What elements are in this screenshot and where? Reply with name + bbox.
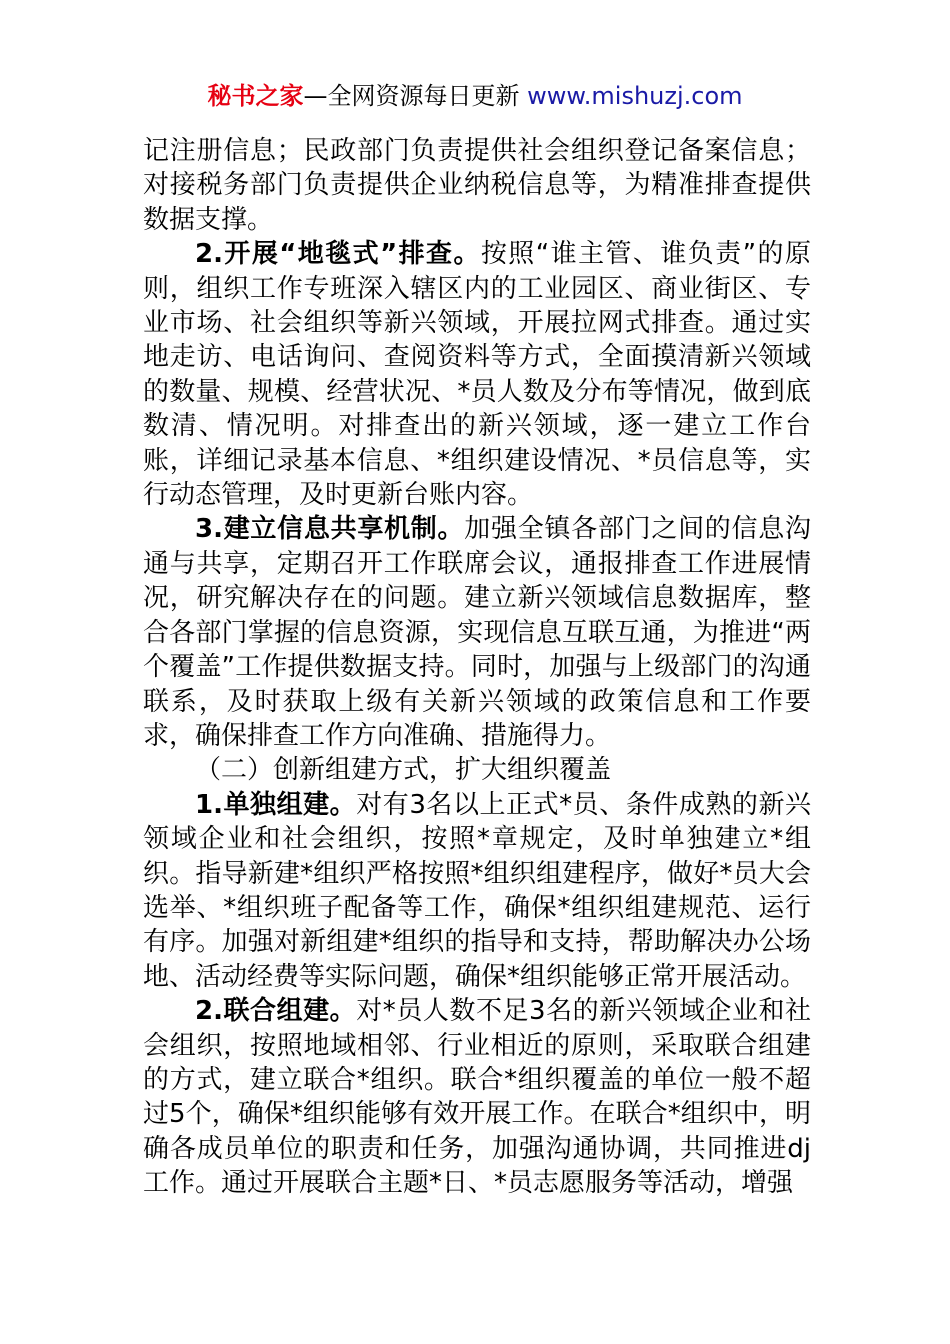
paragraph-text: 记注册信息；民政部门负责提供社会组织登记备案信息；对接税务部门负责提供企业纳税信息等，为精准排查提供数据支撑。 xyxy=(143,136,811,235)
paragraph-text: 加强全镇各部门之间的信息沟通与共享，定期召开工作联席会议，通报排查工作进展情况，研究解决存在的问题。建立新兴领域信息数据库，整合各部门掌握的信息资源，实现信息互联互通，为推进“两个覆盖”工作提供数据支持。同时，加强与上级部门的沟通联系，及时获取上级有关新兴领域的政策信息和工作要求，确保排查工作方向准确、措施得力。 xyxy=(143,514,811,751)
paragraph-text: 对有3名以上正式*员、条件成熟的新兴领域企业和社会组织，按照*章规定，及时单独建立*组织。指导新建*组织严格按照*组织组建程序，做好*员大会选举、*组织班子配备等工作，确保*组织组建规范、运行有序。加强对新组建*组织的指导和支持，帮助解决办公场地、活动经费等实际问题，确保*组织能够正常开展活动。 xyxy=(143,789,812,992)
document-body xyxy=(143,134,811,1201)
section-heading xyxy=(143,753,811,787)
page-header xyxy=(0,80,950,112)
paragraph-info-sharing xyxy=(143,512,811,753)
paragraph-heading: 3.建立信息共享机制。 xyxy=(195,514,465,545)
section-heading-text: （二）创新组建方式，扩大组织覆盖 xyxy=(195,755,612,786)
paragraph-single-formation xyxy=(143,788,811,994)
header-tagline: —全网资源每日更新 xyxy=(303,82,528,110)
paragraph-heading: 2.开展“地毯式”排查。 xyxy=(195,239,481,270)
paragraph-continued xyxy=(143,134,811,237)
header-brand: 秘书之家 xyxy=(207,82,304,110)
paragraph-text: 按照“谁主管、谁负责”的原则，组织工作专班深入辖区内的工业园区、商业街区、专业市场、社会组织等新兴领域，开展拉网式排查。通过实地走访、电话询问、查阅资料等方式，全面摸清新兴领域的数量、规模、经营状况、*员人数及分布等情况，做到底数清、情况明。对排查出的新兴领域，逐一建立工作台账，详细记录基本信息、*组织建设情况、*员信息等，实行动态管理，及时更新台账内容。 xyxy=(143,239,811,511)
header-url-link[interactable]: www.mishuzj.com xyxy=(527,82,743,110)
paragraph-text: 对*员人数不足3名的新兴领域企业和社会组织，按照地域相邻、行业相近的原则，采取联合组建的方式，建立联合*组织。联合*组织覆盖的单位一般不超过5个，确保*组织能够有效开展工作。在联合*组织中，明确各成员单位的职责和任务，加强沟通协调，共同推进dj工作。通过开展联合主题*日、*员志愿服务等活动，增强 xyxy=(143,996,812,1199)
paragraph-joint-formation xyxy=(143,994,811,1200)
paragraph-heading: 2.联合组建。 xyxy=(195,996,357,1027)
paragraph-carpet-inspection xyxy=(143,237,811,512)
paragraph-heading: 1.单独组建。 xyxy=(195,789,357,820)
